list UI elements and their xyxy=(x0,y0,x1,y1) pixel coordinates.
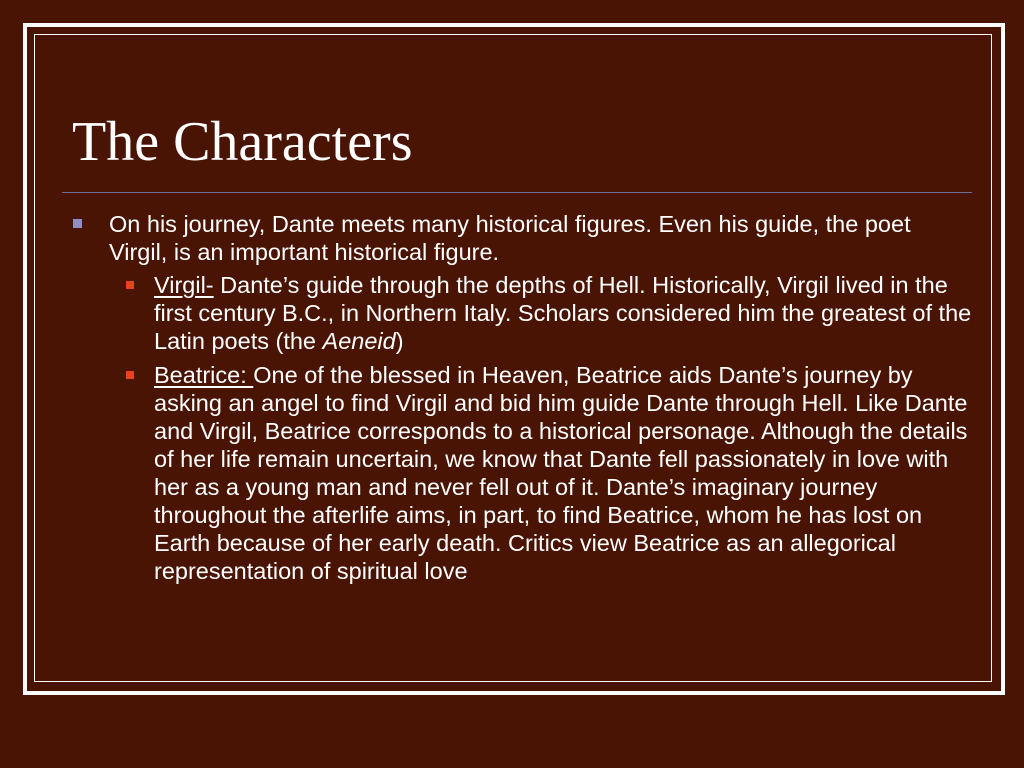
slide-content xyxy=(72,210,972,591)
square-bullet-icon xyxy=(126,371,134,379)
square-bullet-icon xyxy=(73,219,82,228)
sub-bullet-virgil xyxy=(72,271,972,355)
bullet-text: On his journey, Dante meets many historical figures. Even his guide, the poet Virgil, is an important historical figure. xyxy=(109,211,911,265)
sub-bullet-list xyxy=(72,271,972,585)
term-beatrice: Beatrice: xyxy=(154,362,254,388)
slide-title: The Characters xyxy=(72,111,413,173)
title-divider xyxy=(62,192,972,193)
bullet-journey xyxy=(72,210,972,266)
virgil-description: Dante’s guide through the depths of Hell. Historically, Virgil lived in the first century B.C., in Northern Italy. Scholars considered him the greatest of the Latin poets (the xyxy=(154,272,972,354)
sub-bullet-beatrice xyxy=(72,361,972,585)
square-bullet-icon xyxy=(126,281,134,289)
aeneid-title: Aeneid xyxy=(322,328,396,354)
term-virgil: Virgil- xyxy=(154,272,214,298)
beatrice-description: One of the blessed in Heaven, Beatrice aids Dante’s journey by asking an angel to find Virgil and bid him guide Dante through Hell. Like Dante and Virgil, Beatrice corresponds to a historical personage. Although the details of her life remain uncertain, we know that Dante fell passionately in love with her as a young man and never fell out of it. Dante’s imaginary journey throughout the afterlife aims, in part, to find Beatrice, whom he has lost on Earth because of her early death. Critics view Beatrice as an allegorical representation of spiritual love xyxy=(154,362,968,584)
virgil-closing-paren: ) xyxy=(395,328,404,354)
